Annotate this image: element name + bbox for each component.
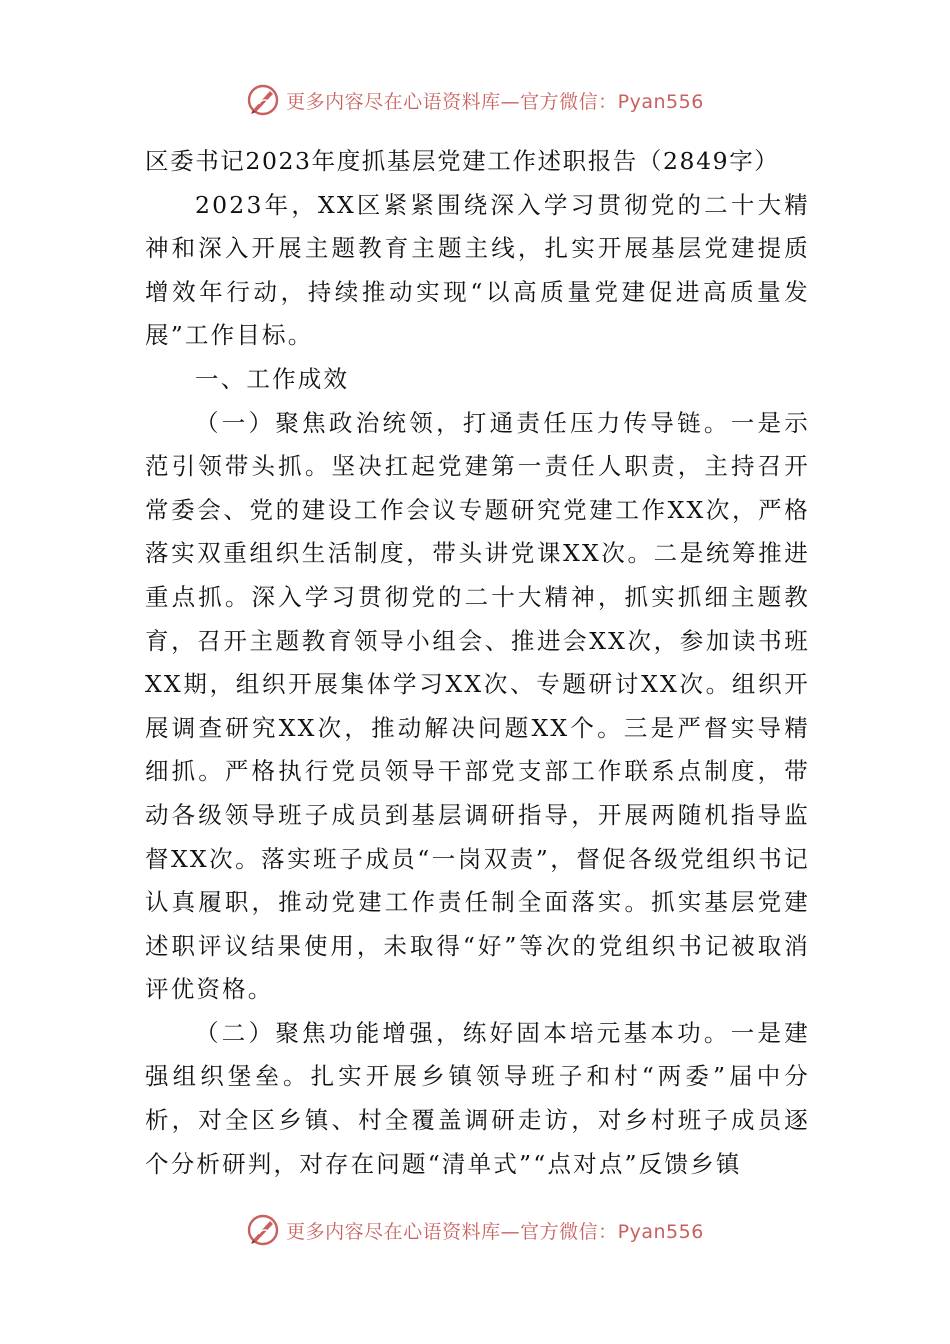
document-body	[145, 140, 810, 1186]
paragraph: （一）聚焦政治统领，打通责任压力传导链。一是示范引领带头抓。坚决扛起党建第一责任人职责，主持召开常委会、党的建设工作会议专题研究党建工作XX次，严格落实双重组织生活制度，带头讲党课XX次。二是统筹推进重点抓。深入学习贯彻党的二十大精神，抓实抓细主题教育，召开主题教育领导小组会、推进会XX次，参加读书班XX期，组织开展集体学习XX次、专题研讨XX次。组织开展调查研究XX次，推动解决问题XX个。三是严督实导精细抓。严格执行党员领导干部党支部工作联系点制度，带动各级领导班子成员到基层调研指导，开展两随机指导监督XX次。落实班子成员“一岗双责”，督促各级党组织书记认真履职，推动党建工作责任制全面落实。抓实基层党建述职评议结果使用，未取得“好”等次的党组织书记被取消评优资格。	[145, 408, 810, 1004]
document-title: 区委书记2023年度抓基层党建工作述职报告（2849字）	[145, 147, 780, 175]
pen-logo-icon	[246, 1213, 280, 1247]
paragraph: 2023年，XX区紧紧围绕深入学习贯彻党的二十大精神和深入开展主题教育主题主线，扎实开展基层党建提质增效年行动，持续推动实现“以高质量党建促进高质量发展”工作目标。	[145, 190, 810, 350]
pen-logo-icon	[246, 83, 280, 117]
paragraph: （二）聚焦功能增强，练好固本培元基本功。一是建强组织堡垒。扎实开展乡镇领导班子和村“两委”届中分析，对全区乡镇、村全覆盖调研走访，对乡村班子成员逐个分析研判，对存在问题“清单式”“点对点”反馈乡镇	[145, 1018, 810, 1178]
watermark-text: 更多内容尽在心语资料库—官方微信：Pyan556	[286, 90, 704, 113]
watermark-text: 更多内容尽在心语资料库—官方微信：Pyan556	[286, 1220, 704, 1243]
section-heading: 一、工作成效	[195, 364, 350, 393]
watermark-footer	[0, 1210, 950, 1250]
watermark-header	[0, 80, 950, 120]
